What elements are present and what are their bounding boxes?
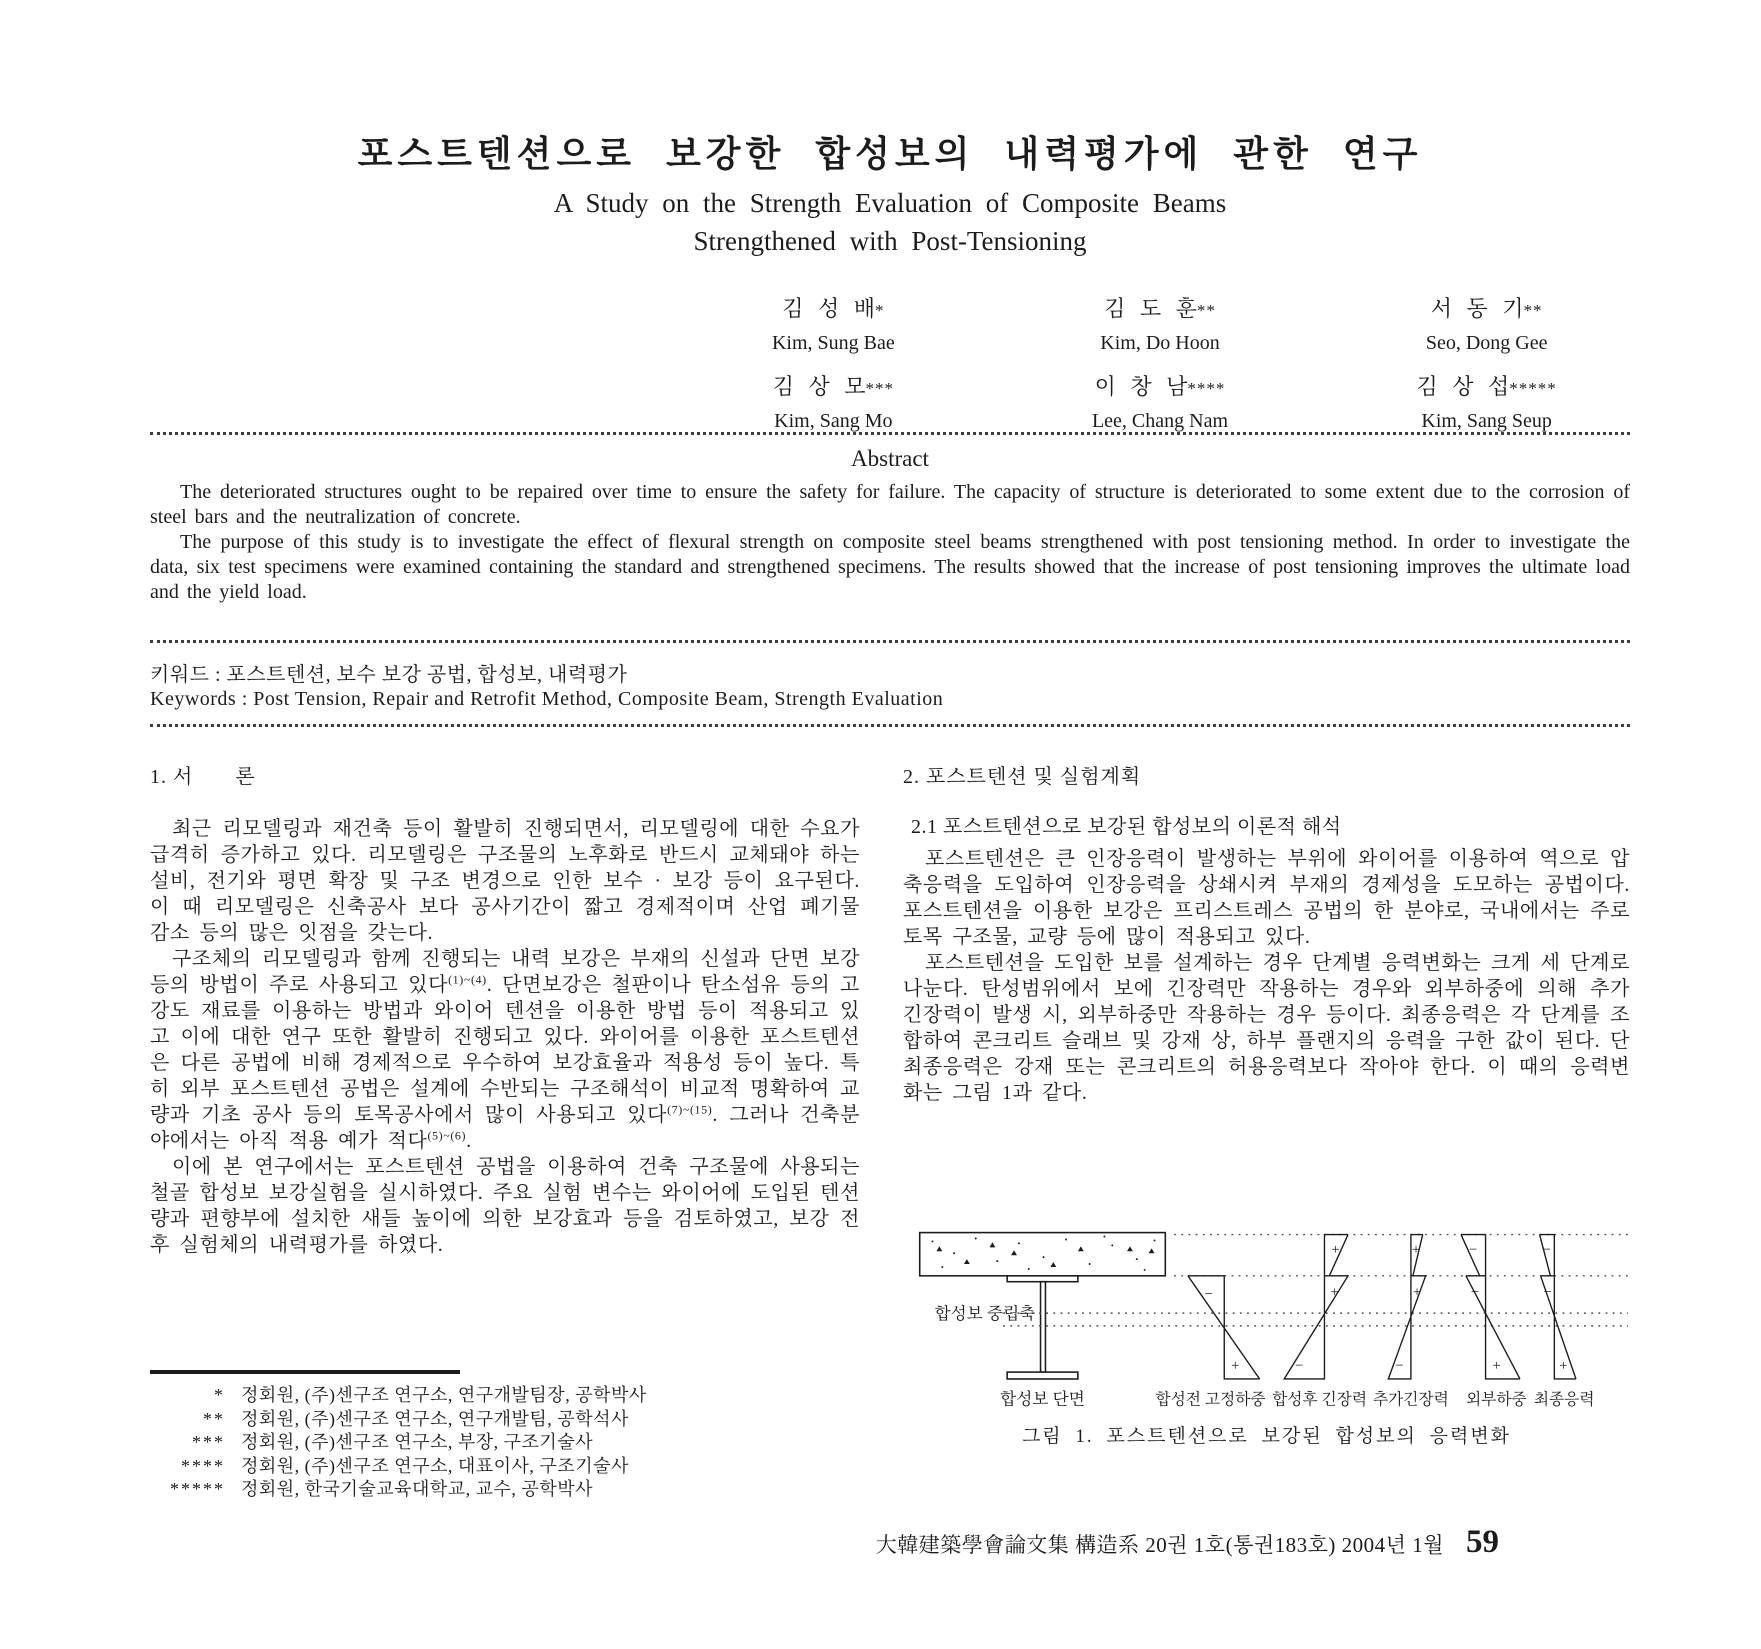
author [1323, 370, 1650, 448]
sign-label: − [1395, 1358, 1404, 1375]
author-name-english: Seo, Dong Gee [1425, 332, 1548, 354]
sign-label: − [1543, 1284, 1552, 1301]
section-1-paragraph: 구조체의 리모델링과 함께 진행되는 내력 보강은 부재의 신설과 단면 보강 등의 방법이 주로 사용되고 있다$^{(1)\sim(4)}$. 단면보강은 철판이나 탄소섬유 등의 고강도 재료를 이용하는 방법과 와이어 텐션을 이용한 방법 등이 적용되고 있고 이에 대한 연구 또한 활발히 진행되고 있다. 와이어를 이용한 포스트텐션은 다른 공법에 비해 경제적으로 우수하여 보강효율과 적용성 등이 높다. 특히 외부 포스트텐션 공법은 설계에 수반되는 구조해석이 비교적 명확하여 교량과 기초 공사 등의 토목공사에서 많이 사용되고 있다$^{(7)\sim(15)}$. 그러나 건축분야에서는 아직 적용 예가 적다$^{(5)\sim(6)}$. [150, 948, 860, 1152]
footnote-rule [150, 1370, 460, 1374]
sign-label: − [1294, 1358, 1304, 1375]
author-name-english: Kim, Sang Seup [1421, 410, 1552, 432]
sign-label: + [1231, 1358, 1240, 1375]
cross-section-label: 합성보 단면 [1000, 1389, 1085, 1409]
author [670, 370, 997, 448]
dotted-divider [150, 640, 1630, 643]
page-content [150, 0, 1630, 1649]
footnote-mark: ***** [170, 1479, 225, 1499]
author [670, 292, 997, 370]
section-1-paragraph: 최근 리모델링과 재건축 등이 활발히 진행되면서, 리모델링에 대한 수요가 급격히 증가하고 있다. 리모델링은 구조물의 노후화로 반드시 교체돼야 하는 설비, 전기와 평면 확장 및 구조 변경으로 인한 보수 · 보강 등이 요구된다. 이 때 리모델링은 신축공사 보다 공사기간이 짧고 경제적이며 산업 폐기물 감소 등의 많은 잇점을 갖는다. [150, 818, 860, 944]
paper-title-english-line2: Strengthened with Post-Tensioning [693, 226, 1087, 256]
sign-label: + [1411, 1242, 1421, 1259]
author-affiliation-marks: *** [865, 379, 894, 398]
footnote [120, 1431, 850, 1455]
paper-title-korean: 포스트텐션으로 보강한 합성보의 내력평가에 관한 연구 [357, 134, 1423, 174]
bottom-flange [1007, 1372, 1078, 1379]
author-name-korean: 서 동 기** [1430, 296, 1543, 321]
top-flange [1007, 1276, 1078, 1282]
section-2-heading: 2. 포스트텐션 및 실험계획 [903, 766, 1142, 788]
paper-title-english-line1: A Study on the Strength Evaluation of Composite Beams [553, 188, 1227, 218]
author-name-korean: 김 성 배* [782, 296, 885, 321]
author-name-korean: 김 상 모*** [772, 374, 894, 399]
author-affiliation-marks: ** [1196, 301, 1216, 320]
author-affiliation-marks: **** [1187, 379, 1226, 398]
author-name-korean: 김 도 훈** [1104, 296, 1216, 321]
footnote-text: 정회원, (주)센구조 연구소, 대표이사, 구조기술사 [241, 1455, 629, 1476]
author-affiliation-marks: ***** [1509, 379, 1557, 398]
author [1323, 292, 1650, 370]
diagram-label-dead-load: 합성전 고정하중 [1155, 1391, 1266, 1409]
dotted-divider [150, 432, 1630, 435]
abstract-paragraph: The deteriorated structures ought to be repaired over time to ensure the safety for failure. The capacity of structure is deteriorated to some extent due to the corrosion of steel bars and the neutralization of concrete. [150, 481, 1630, 528]
author-name-english: Kim, Sung Bae [771, 332, 895, 354]
author [997, 370, 1324, 448]
keywords-korean: 키워드 : 포스트텐션, 보수 보강 공법, 합성보, 내력평가 [150, 664, 628, 686]
author-affiliation-marks: * [874, 301, 885, 320]
footnote-mark: **** [181, 1455, 225, 1476]
left-column [150, 758, 860, 1649]
sign-label: + [1330, 1284, 1339, 1301]
right-column [903, 758, 1630, 1649]
sign-label: + [1559, 1358, 1568, 1375]
author [997, 292, 1324, 370]
abstract-paragraph: The purpose of this study is to investigate the effect of flexural strength on composite steel beams strengthened with post tensioning method. In order to investigate the data, six test specimens were examined containing the standard and strengthened specimens. The results showed that the increase of post tensioning improves the ultimate load and the yield load. [150, 531, 1630, 603]
two-column-body [150, 758, 1630, 1649]
diagram-label-external-load: 외부하중 [1466, 1391, 1527, 1409]
footnote [120, 1455, 850, 1479]
neutral-axis-label: 합성보 중립축 [934, 1304, 1036, 1324]
steel-i-beam [1007, 1276, 1078, 1379]
stress-diagram-dead-load [1188, 1276, 1260, 1379]
stress-diagram-figure [903, 1210, 1630, 1418]
author-name-english: Kim, Do Hoon [1100, 332, 1220, 354]
journal-info: 大韓建築學會論文集 構造系 20권 1호(통권183호) 2004년 1월 [875, 1533, 1444, 1557]
sign-label: + [1331, 1242, 1340, 1259]
sign-label: + [1492, 1358, 1501, 1375]
keywords-english: Keywords : Post Tension, Repair and Retrofit Method, Composite Beam, Strength Evaluation [150, 688, 944, 710]
section-1-paragraph: 이에 본 연구에서는 포스트텐션 공법을 이용하여 건축 구조물에 사용되는 철골 합성보 보강실험을 실시하였다. 주요 실험 변수는 와이어에 도입된 텐션량과 편향부에 설치한 새들 높이에 의한 보강효과 등을 검토하였고, 보강 전후 실험체의 내력평가를 하였다. [150, 1156, 860, 1256]
author-name-english: Kim, Sang Mo [774, 410, 893, 432]
section-2-paragraph: 포스트텐션은 큰 인장응력이 발생하는 부위에 와이어를 이용하여 역으로 압축응력을 도입하여 인장응력을 상쇄시켜 부재의 경제성을 도모하는 공법이다. 포스트텐션을 이용한 보강은 프리스트레스 공법의 한 분야로, 국내에서는 주로 토목 구조물, 교량 등에 많이 적용되고 있다. [903, 848, 1630, 948]
author-name-english: Lee, Chang Nam [1091, 410, 1229, 432]
abstract-body [150, 480, 1630, 605]
sign-label: − [1468, 1242, 1478, 1259]
diagram-label-post-tension: 합성후 긴장력 [1272, 1391, 1368, 1409]
footnote [120, 1478, 850, 1502]
diagram-label-additional-tension: 추가긴장력 [1372, 1391, 1449, 1409]
sign-label: − [1204, 1286, 1213, 1303]
concrete-slab [920, 1233, 1166, 1276]
footnote [120, 1384, 850, 1408]
footnote-text: 정회원, (주)센구조 연구소, 부장, 구조기술사 [241, 1432, 594, 1452]
footnote [120, 1408, 850, 1432]
page-number: 59 [1466, 1524, 1499, 1560]
footnote-mark: ** [203, 1408, 225, 1429]
author-block [670, 292, 1650, 448]
sign-label: − [1470, 1284, 1480, 1301]
figure-1-caption: 그림 1. 포스트텐션으로 보강된 합성보의 응력변화 [1021, 1426, 1512, 1448]
figure-1 [903, 1210, 1630, 1450]
footnote-text: 정회원, (주)센구조 연구소, 연구개발팀장, 공학박사 [241, 1385, 647, 1405]
footnote-mark: * [214, 1385, 225, 1405]
sign-label: + [1412, 1284, 1422, 1301]
section-2-1-heading: 2.1 포스트텐션으로 보강된 합성보의 이론적 해석 [911, 816, 1342, 838]
author-name-korean: 김 상 섭***** [1416, 374, 1557, 399]
author-affiliation-marks: ** [1523, 301, 1543, 320]
footnote-mark: *** [192, 1432, 225, 1452]
footnote-block [120, 1370, 850, 1502]
section-2-paragraph: 포스트텐션을 도입한 보를 설계하는 경우 단계별 응력변화는 크게 세 단계로 나눈다. 탄성범위에서 보에 긴장력만 작용하는 경우와 외부하중에 의해 추가 긴장력이 발생 시, 외부하중만 작용하는 경우 등이다. 최종응력은 각 단계를 조합하여 콘크리트 슬래브 및 강재 상, 하부 플랜지의 응력을 구한 값이 된다. 단 최종응력은 강재 또는 콘크리트의 허용응력보다 작아야 한다. 이 때의 응력변화는 그림 1과 같다. [903, 952, 1630, 1104]
page-footer [876, 1524, 1499, 1561]
footnote-text: 정회원, (주)센구조 연구소, 연구개발팀, 공학석사 [241, 1408, 629, 1429]
dotted-divider [150, 724, 1630, 727]
sign-label: − [1542, 1242, 1551, 1259]
footnote-text: 정회원, 한국기술교육대학교, 교수, 공학박사 [241, 1479, 593, 1499]
section-1-heading: 1. 서 론 [150, 766, 256, 788]
author-name-korean: 이 창 남**** [1094, 374, 1226, 399]
diagram-label-final-stress: 최종응력 [1533, 1391, 1595, 1409]
abstract-heading: Abstract [851, 446, 929, 471]
web [1041, 1282, 1046, 1372]
